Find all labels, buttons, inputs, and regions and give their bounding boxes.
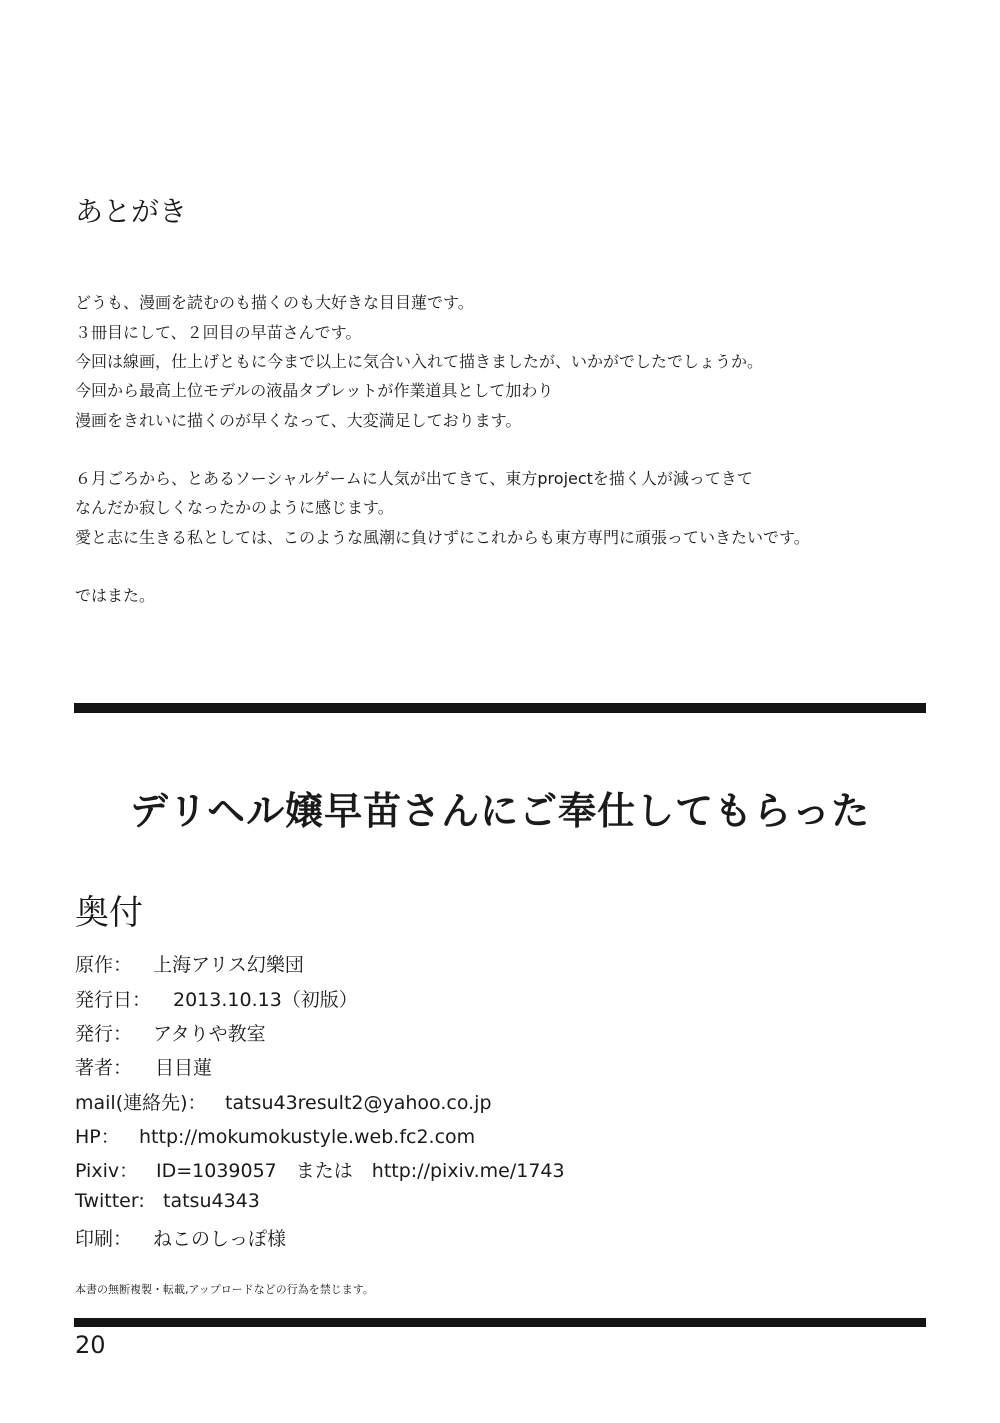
afterword-closing: ではまた。 — [75, 586, 156, 605]
afterword-line: なんだか寂しくなったかのように感じます。 — [75, 498, 394, 517]
page-number: 20 — [75, 1331, 106, 1359]
colophon-row-publish-date — [75, 985, 358, 1012]
colophon-row-homepage — [75, 1122, 475, 1149]
afterword-title: あとがき — [75, 195, 188, 228]
colophon-value: http://mokumokustyle.web.fc2.com — [139, 1126, 476, 1148]
colophon-value: ねこのしっぽ様 — [153, 1228, 287, 1250]
afterword-line: ６月ごろから、とあるソーシャルゲームに人気が出てきて、東方projectを描く人が減ってきて — [75, 469, 753, 488]
colophon-label: 発行日： — [75, 989, 152, 1011]
afterword-line: どうも、漫画を読むのも描くのも大好きな目目蓮です。 — [75, 293, 474, 312]
footer-rule — [74, 1318, 926, 1327]
colophon-label: 原作： — [75, 954, 133, 976]
book-title: デリヘル嬢早苗さんにご奉仕してもらった — [129, 789, 871, 833]
colophon-title: 奥付 — [75, 893, 143, 933]
afterword-line: ３冊目にして、２回目の早苗さんです。 — [75, 323, 362, 342]
colophon-row-original-work — [75, 950, 304, 977]
colophon-value: 目目蓮 — [155, 1057, 213, 1079]
colophon-label: 発行： — [75, 1023, 133, 1045]
colophon-row-author — [75, 1053, 212, 1080]
colophon-row-twitter — [75, 1190, 260, 1212]
colophon-value: アタりや教室 — [153, 1023, 266, 1045]
colophon-label: Pixiv： — [75, 1160, 139, 1182]
afterword-line: 愛と志に生きる私としては、このような風潮に負けずにこれからも東方専門に頑張っていきたいです。 — [75, 528, 810, 547]
afterword-line: 漫画をきれいに描くのが早くなって、大変満足しております。 — [75, 411, 522, 430]
afterword-line: 今回は線画，仕上げともに今まで以上に気合い入れて描きましたが、いかがでしたでしょうか。 — [75, 352, 764, 371]
colophon-label: 印刷： — [75, 1228, 133, 1250]
divider-rule — [74, 703, 926, 713]
afterword-line: 今回から最高上位モデルの液晶タブレットが作業道具として加わり — [75, 381, 554, 400]
colophon-value: tatsu4343 — [163, 1190, 260, 1212]
colophon-row-publisher — [75, 1019, 266, 1046]
colophon-label: HP： — [75, 1126, 120, 1148]
colophon-label: 著者： — [75, 1057, 133, 1079]
colophon-value: tatsu43result2@yahoo.co.jp — [225, 1092, 492, 1114]
colophon-label: mail(連絡先)： — [75, 1092, 207, 1114]
colophon-row-pixiv — [75, 1156, 565, 1183]
colophon-value: 2013.10.13（初版） — [173, 989, 358, 1011]
colophon-row-printer — [75, 1224, 286, 1251]
colophon-value: 上海アリス幻樂団 — [153, 954, 304, 976]
copyright-notice: 本書の無断複製・転載,アップロードなどの行為を禁じます。 — [75, 1283, 374, 1296]
colophon-row-mail — [75, 1088, 492, 1115]
colophon-label: Twitter: — [75, 1190, 145, 1212]
colophon-value: ID=1039057 または http://pixiv.me/1743 — [156, 1160, 565, 1182]
